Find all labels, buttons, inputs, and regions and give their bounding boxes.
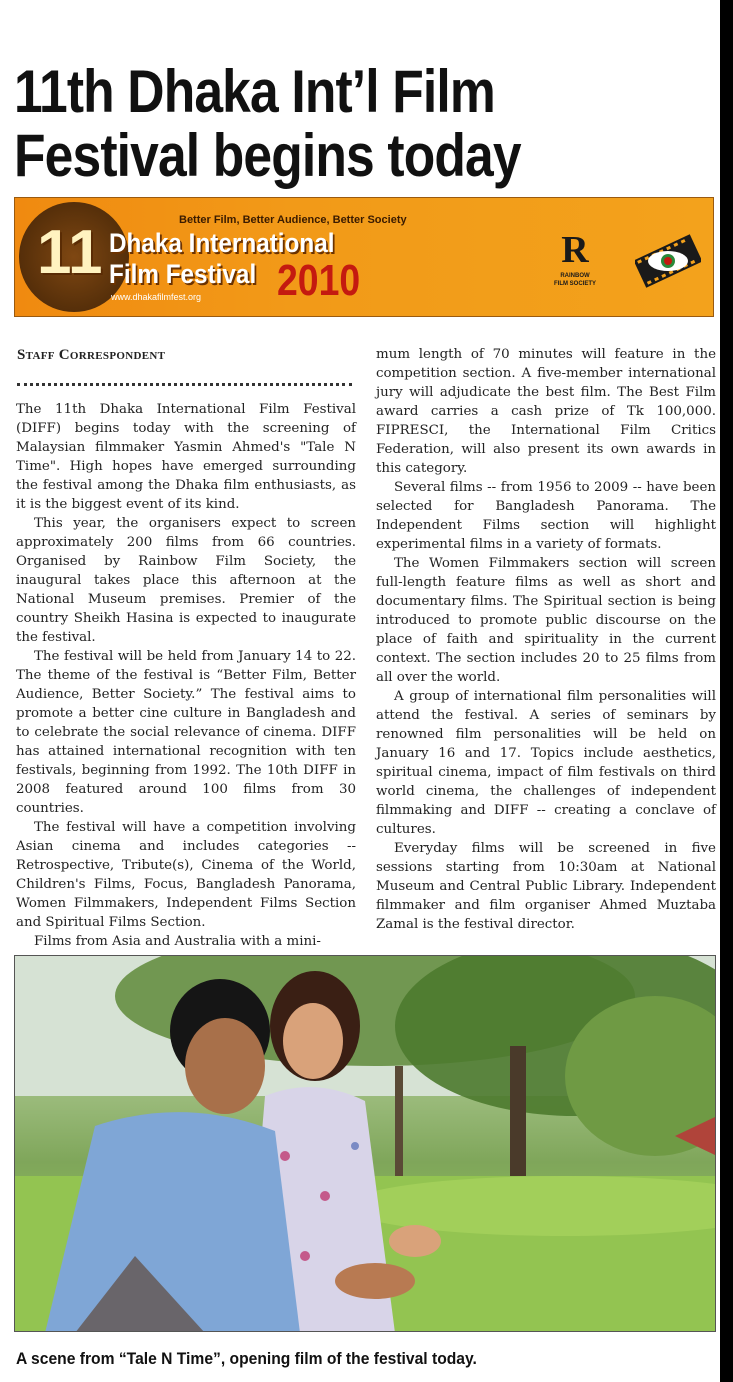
paragraph: Films from Asia and Australia with a mini- [34,934,321,949]
festival-banner [14,197,714,317]
paragraph: The Women Filmmakers section will screen full-length feature films as well as short and documentary films. The Spiritual section is being introduced to promote public discourse on the place of faith and spirituality in the current context. The section includes 20 to 25 films from all over the world. [376,556,716,685]
festival-name-line-2: Film Festival [109,259,257,289]
headline-line-1: 11th Dhaka Int’l Film [14,58,495,126]
rainbow-film-society-logo [545,228,605,298]
article-column-1 [16,400,356,951]
film-still-illustration [15,956,716,1332]
paragraph: The 11th Dhaka International Film Festival (DIFF) begins today with the screening of Malaysian filmmaker Yasmin Ahmed's "Tale N Time". High hopes have emerged surrounding the festival among the Dhaka film enthusiasts, as it is the biggest event of its kind. [16,402,356,512]
paragraph: Several films -- from 1956 to 2009 -- have been selected for Bangladesh Panorama. The Independent Films section will highlight experimental films in a variety of formats. [376,480,716,552]
paragraph: Everyday films will be screened in five sessions starting from 10:30am at National Museum and Central Public Library. Independent filmmaker and film organiser Ahmed Muztaba Zamal is the festival director. [376,841,716,932]
rainbow-logo-label-1: RAINBOW [560,273,590,279]
festival-year: 2010 [277,256,361,305]
film-still-photo [14,955,716,1332]
article-column-2 [376,345,716,934]
byline-divider [17,373,352,386]
rainbow-logo-label-2: FILM SOCIETY [554,281,596,287]
paragraph: The festival will have a competition involving Asian cinema and includes categories -- Retrospective, Tribute(s), Cinema of the World, Children's Films, Focus, Bangladesh Panorama, Women Filmmakers, Independent Films Section and Spiritual Films Section. [16,820,356,930]
headline-line-2: Festival begins today [14,122,521,190]
paragraph: This year, the organisers expect to screen approximately 200 films from 66 countries. Organised by Rainbow Film Society, the inaugural takes place this afternoon at the National Museum premises. Premier of the country Sheikh Hasina is expected to inaugurate the festival. [16,516,356,645]
festival-name-line-1: Dhaka International [109,228,335,258]
paragraph: A group of international film personalities will attend the festival. A series of seminars by renowned film personalities will be held on January 16 and 17. Topics include aesthetics, spiritual cinema, impact of film festivals on third world cinema, the challenges of independent filmmaking and DIFF -- creating a conclave of cultures. [376,689,716,837]
paragraph-continued: mum length of 70 minutes will feature in the competition section. A five-member international jury will adjudicate the best film. The Best Film award carries a cash prize of Tk 100,000. FIPRESCI, the International Film Critics Federation, will also present its own awards in this category. [376,347,716,476]
edition-number: 11 [37,218,103,287]
rainbow-logo-mark: R [561,229,589,271]
headline [14,60,616,188]
festival-website: www.dhakafilmfest.org [111,292,202,302]
paragraph: The festival will be held from January 14 to 22. The theme of the festival is “Better Film, Better Audience, Better Society.” The festival aims to promote a better cine culture in Bangladesh and to celebrate the social relevance of cinema. DIFF has attained international recognition with ten festivals, beginning from 1992. The 10th DIFF in 2008 featured around 100 films from 30 countries. [16,649,356,816]
banner-tagline: Better Film, Better Audience, Better Society [179,214,407,226]
photo-caption: A scene from “Tale N Time”, opening film of the festival today. [16,1349,477,1368]
byline: Staff Correspondent [17,347,166,363]
film-eye-icon [635,232,701,290]
